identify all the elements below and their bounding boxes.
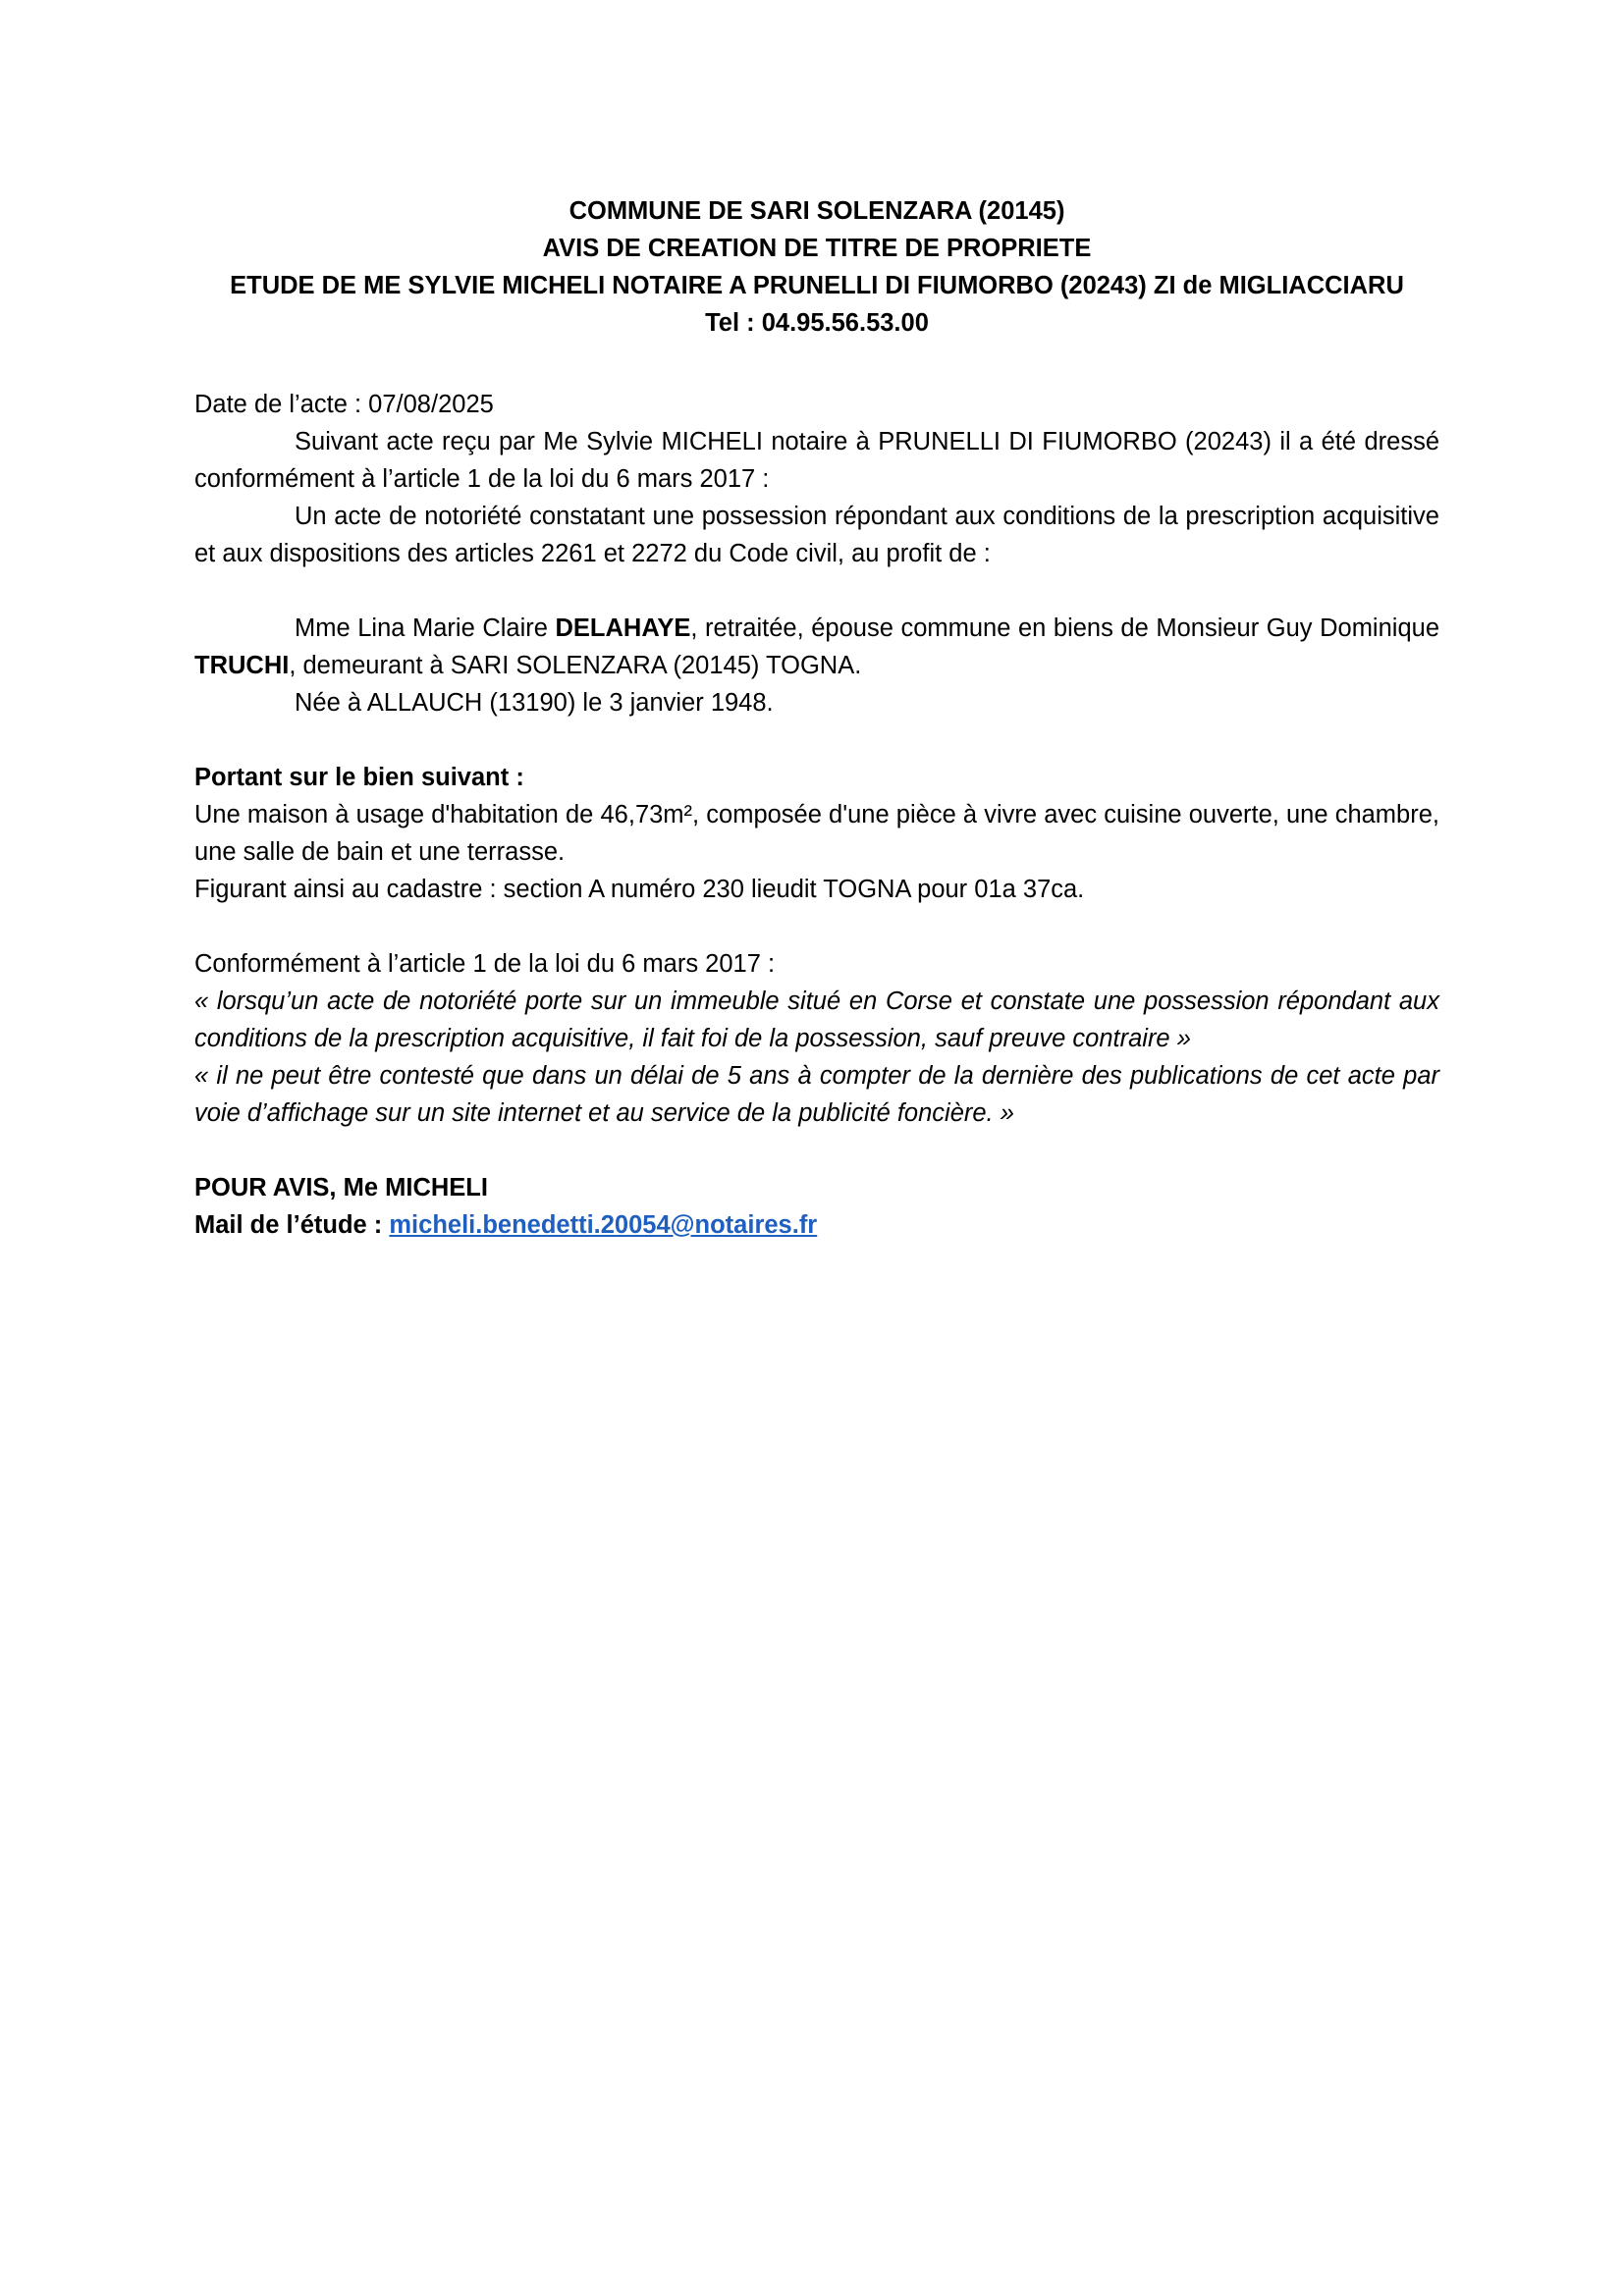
beneficiary-birth: Née à ALLAUCH (13190) le 3 janvier 1948. bbox=[295, 689, 774, 717]
law-intro: Conformément à l’article 1 de la loi du 6 mars 2017 : bbox=[194, 950, 776, 978]
law-quote-2: « il ne peut être contesté que dans un délai de 5 ans à compter de la dernière des publications de cet acte par voie d’affichage sur un site internet et au service de la publicité foncière. » bbox=[194, 1062, 1439, 1127]
beneficiary-middle: , retraitée, épouse commune en biens de Monsieur Guy Dominique bbox=[690, 614, 1439, 642]
spacer bbox=[194, 721, 1439, 759]
header-title: AVIS DE CREATION DE TITRE DE PROPRIETE bbox=[542, 235, 1092, 262]
beneficiary-surname: DELAHAYE bbox=[555, 614, 691, 642]
mail-label: Mail de l’étude : bbox=[194, 1211, 390, 1239]
beneficiary-suffix: , demeurant à SARI SOLENZARA (20145) TOGNA. bbox=[289, 652, 862, 679]
property-heading: Portant sur le bien suivant : bbox=[194, 764, 524, 791]
spacer bbox=[194, 908, 1439, 945]
spacer bbox=[194, 342, 1439, 386]
beneficiary-paragraph bbox=[194, 610, 1439, 684]
header-phone: Tel : 04.95.56.53.00 bbox=[705, 309, 929, 337]
property-description: Une maison à usage d'habitation de 46,73m², composée d'une pièce à vivre avec cuisine ouverte, une chambre, une salle de bain et une terrasse. bbox=[194, 801, 1439, 866]
acte-date: Date de l’acte : 07/08/2025 bbox=[194, 391, 494, 418]
beneficiary-prefix: Mme Lina Marie Claire bbox=[295, 614, 556, 642]
acte-paragraph-2: Un acte de notoriété constatant une possession répondant aux conditions de la prescription acquisitive et aux dispositions des articles 2261 et 2272 du Code civil, au profit de : bbox=[194, 503, 1439, 567]
property-cadastre: Figurant ainsi au cadastre : section A numéro 230 lieudit TOGNA pour 01a 37ca. bbox=[194, 876, 1085, 903]
acte-paragraph-1: Suivant acte reçu par Me Sylvie MICHELI notaire à PRUNELLI DI FIUMORBO (20243) il a été dressé conformément à l’article 1 de la loi du 6 mars 2017 : bbox=[194, 428, 1439, 493]
document-body bbox=[194, 192, 1439, 1244]
email-link[interactable]: micheli.benedetti.20054@notaires.fr bbox=[389, 1211, 818, 1239]
spacer bbox=[194, 1132, 1439, 1169]
spacer bbox=[194, 572, 1439, 610]
spouse-surname: TRUCHI bbox=[194, 652, 290, 679]
mail-line bbox=[194, 1206, 1439, 1244]
law-quote-1: « lorsqu’un acte de notoriété porte sur un immeuble situé en Corse et constate une possession répondant aux conditions de la prescription acquisitive, il fait foi de la possession, sauf preuve contraire » bbox=[194, 988, 1439, 1052]
header-commune: COMMUNE DE SARI SOLENZARA (20145) bbox=[568, 197, 1065, 225]
document-header bbox=[194, 192, 1439, 342]
header-etude: ETUDE DE ME SYLVIE MICHELI NOTAIRE A PRUNELLI DI FIUMORBO (20243) ZI de MIGLIACCIARU bbox=[230, 272, 1404, 299]
signature: POUR AVIS, Me MICHELI bbox=[194, 1174, 488, 1201]
